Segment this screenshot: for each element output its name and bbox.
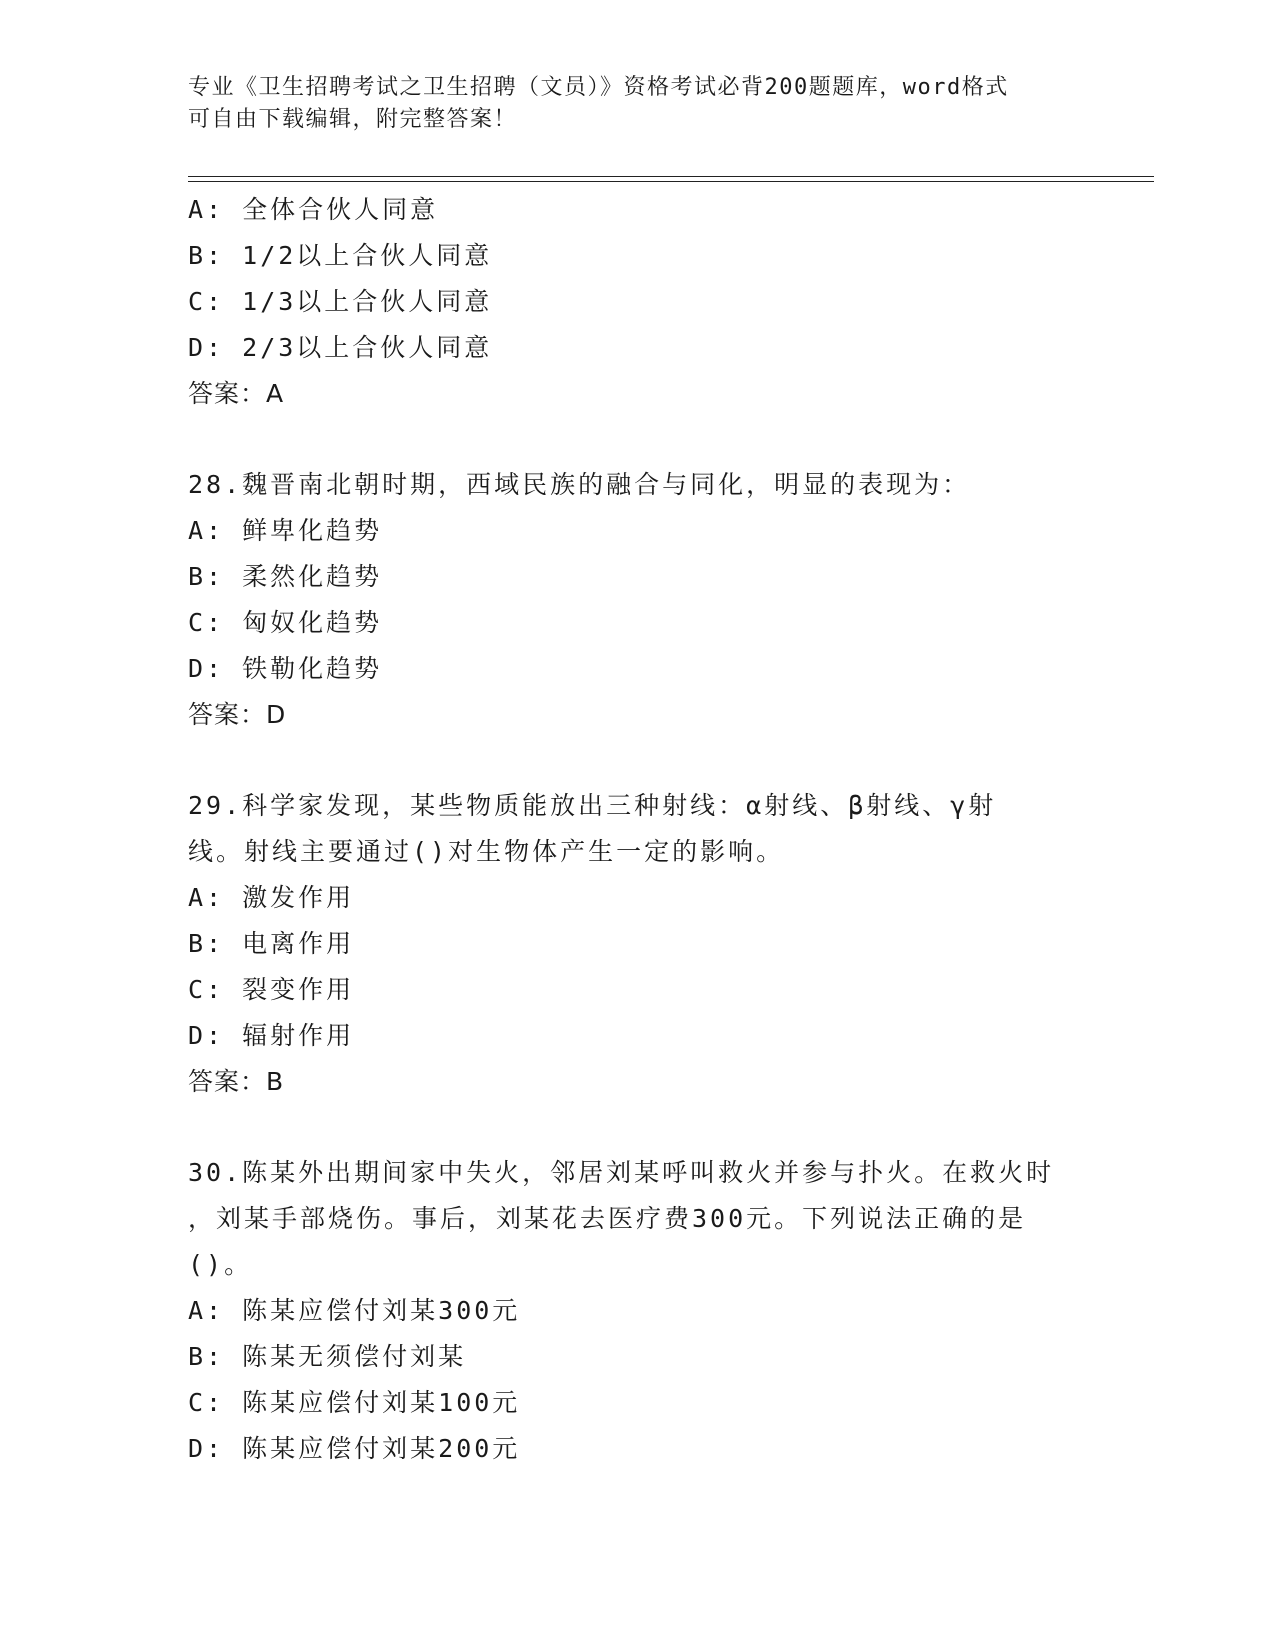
- option-d: D: 铁勒化趋势: [188, 654, 383, 683]
- option-d: D: 辐射作用: [188, 1021, 355, 1050]
- question-stem: 28.魏晋南北朝时期，西域民族的融合与同化，明显的表现为：: [188, 470, 971, 499]
- header-divider-bottom: [188, 181, 1154, 182]
- question-27: [188, 187, 1088, 417]
- question-stem: 29.科学家发现，某些物质能放出三种射线：α射线、β射线、γ射: [188, 791, 997, 820]
- option-b: B: 陈某无须偿付刘某: [188, 1342, 467, 1371]
- option-a: A: 陈某应偿付刘某300元: [188, 1296, 521, 1325]
- answer-line: 答案：A: [188, 379, 285, 408]
- header-divider-top: [188, 176, 1154, 177]
- question-spacer: [188, 738, 1088, 783]
- question-28: [188, 462, 1088, 738]
- header-line-2: 可自由下载编辑，附完整答案！: [188, 107, 518, 132]
- question-spacer: [188, 417, 1088, 462]
- question-spacer: [188, 1105, 1088, 1150]
- question-stem-continued: ()。: [188, 1250, 253, 1279]
- option-a: A: 鲜卑化趋势: [188, 516, 383, 545]
- answer-line: 答案：B: [188, 1067, 285, 1096]
- answer-line: 答案：D: [188, 700, 287, 729]
- question-29: [188, 783, 1088, 1105]
- option-a: A: 全体合伙人同意: [188, 195, 439, 224]
- option-c: C: 裂变作用: [188, 975, 355, 1004]
- option-b: B: 1/2以上合伙人同意: [188, 241, 493, 270]
- header-line-1: 专业《卫生招聘考试之卫生招聘（文员）》资格考试必背200题题库，word格式: [188, 75, 1009, 100]
- document-header: [188, 72, 1088, 136]
- question-stem-continued: 线。射线主要通过()对生物体产生一定的影响。: [188, 837, 785, 866]
- option-d: D: 2/3以上合伙人同意: [188, 333, 493, 362]
- option-c: C: 陈某应偿付刘某100元: [188, 1388, 521, 1417]
- question-list: [188, 187, 1088, 1472]
- question-stem: 30.陈某外出期间家中失火，邻居刘某呼叫救火并参与扑火。在救火时: [188, 1158, 1055, 1187]
- option-b: B: 电离作用: [188, 929, 355, 958]
- option-c: C: 匈奴化趋势: [188, 608, 383, 637]
- question-stem-continued: ，刘某手部烧伤。事后，刘某花去医疗费300元。下列说法正确的是: [188, 1204, 1027, 1233]
- option-d: D: 陈某应偿付刘某200元: [188, 1434, 521, 1463]
- option-b: B: 柔然化趋势: [188, 562, 383, 591]
- option-c: C: 1/3以上合伙人同意: [188, 287, 493, 316]
- option-a: A: 激发作用: [188, 883, 355, 912]
- question-30: [188, 1150, 1088, 1472]
